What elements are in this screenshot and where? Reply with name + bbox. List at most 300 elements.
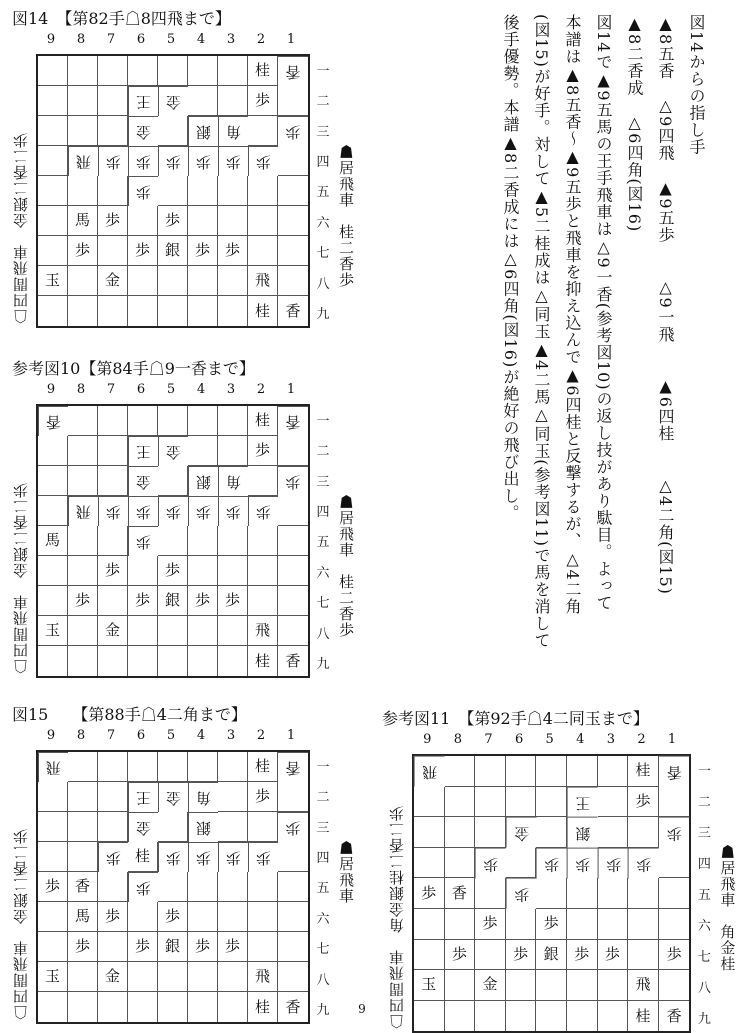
- board-square: [68, 56, 98, 86]
- board-square: 桂: [628, 756, 659, 787]
- board-square: [158, 646, 188, 676]
- board-square: [38, 932, 68, 962]
- file-labels: [36, 382, 306, 397]
- file-label: 7: [484, 732, 493, 747]
- board-square: 金: [475, 970, 506, 1001]
- board-square: [598, 909, 629, 940]
- board-square: [38, 296, 68, 326]
- file-label: 8: [76, 382, 86, 397]
- board-square: [68, 556, 98, 586]
- rank-label: 五: [316, 535, 330, 551]
- sente-hand: ☗居飛車 桂二香歩: [337, 144, 355, 288]
- board-square: [506, 756, 537, 787]
- board-square: 飛: [68, 496, 98, 526]
- rank-label: 九: [316, 657, 330, 673]
- board-square: [98, 812, 128, 842]
- board-square: [218, 962, 248, 992]
- board-square: 歩: [128, 176, 158, 206]
- board-square: [218, 266, 248, 296]
- rank-label: 六: [316, 565, 330, 581]
- board-square: [248, 902, 278, 932]
- board-square: [278, 86, 308, 116]
- board-square: [158, 406, 188, 436]
- board-square: [598, 787, 629, 818]
- board-square: [475, 817, 506, 848]
- board-square: [598, 756, 629, 787]
- board-square: 歩: [68, 586, 98, 616]
- file-label: 3: [606, 732, 615, 747]
- board-square: [248, 236, 278, 266]
- board-square: [506, 970, 537, 1001]
- board-square: 角: [218, 116, 248, 146]
- rank-label: 九: [316, 1003, 330, 1019]
- rank-labels: [314, 404, 332, 678]
- board-square: [248, 116, 278, 146]
- board-square: 金: [158, 436, 188, 466]
- board-square: [38, 116, 68, 146]
- board-square: [128, 296, 158, 326]
- commentary: [495, 14, 712, 714]
- board-square: [98, 586, 128, 616]
- board-square: 歩: [475, 909, 506, 940]
- file-label: 3: [226, 382, 236, 397]
- board-square: [567, 878, 598, 909]
- board-square: [68, 962, 98, 992]
- board-square: 歩: [598, 848, 629, 879]
- board-square: 歩: [68, 932, 98, 962]
- file-label: 5: [166, 728, 176, 743]
- board-square: [98, 236, 128, 266]
- board-square: 歩: [98, 556, 128, 586]
- board-square: [68, 812, 98, 842]
- board-square: 歩: [248, 146, 278, 176]
- board-square: [128, 646, 158, 676]
- board-square: [158, 872, 188, 902]
- board-square: 香: [278, 56, 308, 86]
- board-square: [68, 646, 98, 676]
- board-square: 歩: [188, 236, 218, 266]
- board-square: [659, 787, 690, 818]
- board-square: [248, 206, 278, 236]
- board-square: 歩: [98, 902, 128, 932]
- board-square: [188, 902, 218, 932]
- board-square: [158, 266, 188, 296]
- board-square: 香: [666, 1006, 682, 1025]
- board-square: [38, 782, 68, 812]
- board-square: 歩: [218, 146, 248, 176]
- board-square: [278, 146, 308, 176]
- board-square: [128, 902, 158, 932]
- rank-label: 三: [316, 820, 330, 836]
- rank-label: 一: [316, 63, 330, 79]
- board-square: [158, 812, 188, 842]
- board-square: [188, 86, 218, 116]
- board-square: [414, 909, 445, 940]
- board-square: [68, 86, 98, 116]
- board-square: [68, 526, 98, 556]
- board-square: [38, 586, 68, 616]
- board-square: [38, 146, 68, 176]
- rank-label: 三: [316, 124, 330, 140]
- gote-hand: ☖四間飛車 金銀二香二歩: [12, 482, 30, 674]
- board-square: 金: [158, 782, 188, 812]
- board-square: [188, 206, 218, 236]
- shogi-board: [36, 750, 310, 1024]
- board-square: 歩: [68, 236, 98, 266]
- board-square: [68, 616, 98, 646]
- board-square: 香: [68, 872, 98, 902]
- rank-label: 六: [316, 911, 330, 927]
- board-square: 飛: [248, 962, 278, 992]
- board-square: [38, 86, 68, 116]
- board-square: [278, 872, 308, 902]
- board-square: [278, 586, 308, 616]
- rank-labels: [314, 54, 332, 328]
- board-square: 歩: [536, 848, 567, 879]
- gote-hand: ☖四間飛車 金銀二香二歩: [12, 132, 30, 324]
- board-square: [158, 116, 188, 146]
- board-square: 銀: [158, 932, 188, 962]
- board-square: [158, 616, 188, 646]
- board-square: [628, 817, 659, 848]
- board-square: [68, 436, 98, 466]
- board-square: [248, 872, 278, 902]
- board-square: [278, 616, 308, 646]
- board-square: 歩: [218, 236, 248, 266]
- file-label: 5: [166, 382, 176, 397]
- board-square: [278, 932, 308, 962]
- board-square: [248, 932, 278, 962]
- rank-labels: [695, 754, 713, 1033]
- diagram-title: 図14 【第82手☖8四飛まで】: [12, 9, 231, 28]
- board-square: [536, 787, 567, 818]
- commentary-line: ▲8五香 △9四飛 ▲9五歩 △9一飛 ▲6四桂 △4二角(図15): [656, 14, 675, 595]
- file-label: 4: [196, 382, 206, 397]
- board-square: 歩: [506, 940, 537, 971]
- board-square: 桂: [128, 842, 158, 872]
- board-square: [475, 756, 506, 787]
- board-square: [598, 817, 629, 848]
- rank-label: 七: [316, 942, 330, 958]
- board-square: 王: [128, 436, 158, 466]
- board-square: [248, 466, 278, 496]
- board-square: 香: [38, 406, 68, 436]
- file-label: 1: [286, 728, 296, 743]
- board-square: [98, 782, 128, 812]
- board-square: [278, 206, 308, 236]
- board-square: 歩: [218, 496, 248, 526]
- board-square: [659, 878, 690, 909]
- board-square: [188, 56, 218, 86]
- board-square: [38, 496, 68, 526]
- board-square: 歩: [98, 496, 128, 526]
- board-square: 歩: [188, 842, 218, 872]
- board-square: [506, 909, 537, 940]
- rank-label: 二: [316, 94, 330, 110]
- board-square: [536, 970, 567, 1001]
- file-label: 4: [196, 728, 206, 743]
- board-square: [128, 406, 158, 436]
- board-square: [38, 436, 68, 466]
- board-square: [68, 266, 98, 296]
- board-square: [98, 646, 128, 676]
- board-square: [98, 56, 128, 86]
- gote-hand: ☖四間飛車 角金銀桂二香二歩: [388, 805, 406, 1030]
- commentary-line: ▲8二香成 △6四角(図16): [625, 14, 644, 233]
- board-square: [98, 526, 128, 556]
- board-square: [248, 176, 278, 206]
- board-square: [68, 296, 98, 326]
- file-label: 9: [423, 732, 432, 747]
- board-square: [98, 86, 128, 116]
- board-square: [218, 406, 248, 436]
- board-square: [506, 787, 537, 818]
- rank-label: 五: [316, 185, 330, 201]
- rank-label: 四: [316, 851, 330, 867]
- rank-label: 六: [697, 919, 711, 935]
- board-square: [98, 752, 128, 782]
- board-square: 香: [278, 406, 308, 436]
- board-square: [506, 848, 537, 879]
- board-square: 歩: [248, 496, 278, 526]
- board-square: [598, 878, 629, 909]
- file-labels: [412, 732, 687, 747]
- board-square: [188, 436, 218, 466]
- board-square: [68, 406, 98, 436]
- file-label: 7: [106, 32, 116, 47]
- rank-label: 七: [316, 246, 330, 262]
- board-square: [98, 932, 128, 962]
- rank-label: 八: [316, 972, 330, 988]
- board-square: 飛: [248, 616, 278, 646]
- board-square: 王: [128, 782, 158, 812]
- board-square: [158, 752, 188, 782]
- board-square: [188, 176, 218, 206]
- board-square: [68, 176, 98, 206]
- board-square: [38, 206, 68, 236]
- board-square: [278, 266, 308, 296]
- board-square: 歩: [38, 872, 68, 902]
- board-square: 桂: [248, 752, 278, 782]
- board-square: 桂: [248, 992, 278, 1022]
- board-square: 金: [506, 817, 537, 848]
- board-square: [158, 466, 188, 496]
- board-square: [218, 872, 248, 902]
- board-square: [218, 86, 248, 116]
- rank-label: 二: [316, 444, 330, 460]
- board-square: 香: [285, 651, 301, 670]
- board-square: 歩: [278, 466, 308, 496]
- rank-label: 三: [316, 474, 330, 490]
- board-square: [68, 752, 98, 782]
- commentary-line: 図14からの指し手: [687, 14, 706, 156]
- board-square: [414, 940, 445, 971]
- commentary-line: (図15)が好手。対して▲5二桂成は△同玉▲4二馬△同玉(参考図11)で馬を消して: [532, 14, 551, 650]
- file-label: 7: [106, 382, 116, 397]
- file-label: 2: [256, 728, 266, 743]
- file-label: 2: [637, 732, 646, 747]
- rank-label: 五: [697, 888, 711, 904]
- commentary-line: 本譜は▲8五香～▲9五歩と飛車を抑え込んで▲6四桂と反撃するが、△4二角: [563, 14, 582, 615]
- board-square: [158, 176, 188, 206]
- board-square: [414, 848, 445, 879]
- board-square: [445, 787, 476, 818]
- rank-label: 一: [316, 413, 330, 429]
- file-label: 5: [545, 732, 554, 747]
- board-square: 銀: [188, 812, 218, 842]
- board-square: 歩: [188, 586, 218, 616]
- file-label: 1: [286, 32, 296, 47]
- board-square: 玉: [38, 962, 68, 992]
- board-square: [188, 962, 218, 992]
- board-square: [38, 646, 68, 676]
- board-square: 歩: [218, 586, 248, 616]
- board-square: [188, 526, 218, 556]
- board-square: 銀: [188, 116, 218, 146]
- file-labels: [36, 32, 306, 47]
- board-square: [128, 206, 158, 236]
- board-square: [68, 782, 98, 812]
- board-square: 銀: [158, 586, 188, 616]
- board-square: 歩: [414, 878, 445, 909]
- board-square: 金: [128, 812, 158, 842]
- board-square: [98, 466, 128, 496]
- board-square: 歩: [128, 586, 158, 616]
- board-square: [278, 902, 308, 932]
- file-label: 7: [106, 728, 116, 743]
- board-square: [567, 756, 598, 787]
- file-label: 3: [226, 32, 236, 47]
- diagram-title: 図15 【第88手☖4二角まで】: [12, 705, 247, 724]
- board-square: 歩: [598, 940, 629, 971]
- board-square: [218, 206, 248, 236]
- board-square: 歩: [218, 842, 248, 872]
- rank-label: 七: [316, 596, 330, 612]
- board-square: [628, 878, 659, 909]
- file-label: 5: [166, 32, 176, 47]
- board-square: [218, 56, 248, 86]
- board-square: [188, 752, 218, 782]
- board-square: [98, 406, 128, 436]
- board-square: [278, 842, 308, 872]
- board-square: [628, 940, 659, 971]
- rank-label: 九: [316, 307, 330, 323]
- board-square: [188, 406, 218, 436]
- board-square: [128, 752, 158, 782]
- board-square: 香: [285, 997, 301, 1016]
- board-square: [536, 756, 567, 787]
- board-square: 歩: [536, 909, 567, 940]
- file-label: 6: [514, 732, 524, 747]
- board-square: [659, 909, 690, 940]
- board-square: 歩: [158, 146, 188, 176]
- board-square: 歩: [248, 782, 278, 812]
- board-square: 桂: [248, 56, 278, 86]
- board-square: 香: [278, 752, 308, 782]
- rank-label: 二: [316, 790, 330, 806]
- rank-label: 四: [697, 857, 711, 873]
- board-square: 馬: [38, 526, 68, 556]
- rank-label: 四: [316, 505, 330, 521]
- board-square: 歩: [248, 436, 278, 466]
- board-square: [598, 970, 629, 1001]
- board-square: [218, 902, 248, 932]
- rank-label: 八: [316, 626, 330, 642]
- board-square: 飛: [628, 970, 659, 1001]
- board-square: 玉: [38, 616, 68, 646]
- board-square: 桂: [248, 406, 278, 436]
- board-square: 銀: [158, 236, 188, 266]
- board-square: [536, 878, 567, 909]
- board-square: 角: [218, 466, 248, 496]
- board-square: 金: [98, 266, 128, 296]
- board-square: [567, 909, 598, 940]
- board-square: [38, 842, 68, 872]
- file-label: 2: [256, 382, 266, 397]
- shogi-board: [36, 54, 310, 328]
- board-square: [278, 556, 308, 586]
- board-square: [218, 556, 248, 586]
- board-square: [188, 556, 218, 586]
- board-square: [278, 962, 308, 992]
- board-square: 香: [445, 878, 476, 909]
- file-label: 6: [136, 728, 146, 743]
- board-square: [218, 526, 248, 556]
- board-square: 銀: [536, 940, 567, 971]
- board-square: [98, 296, 128, 326]
- board-square: 歩: [567, 848, 598, 879]
- board-square: [38, 466, 68, 496]
- board-square: [38, 236, 68, 266]
- file-label: 8: [453, 732, 463, 747]
- page-number: 9: [358, 1002, 366, 1016]
- file-label: 3: [226, 728, 236, 743]
- board-square: 桂: [248, 646, 278, 676]
- board-square: 歩: [248, 842, 278, 872]
- board-square: 桂: [248, 296, 278, 326]
- file-label: 8: [76, 728, 86, 743]
- board-square: 香: [285, 301, 301, 320]
- shogi-board: [412, 754, 691, 1033]
- board-square: 歩: [188, 496, 218, 526]
- diagram-title: 参考図11 【第92手☖4二同玉まで】: [382, 709, 649, 728]
- board-square: [248, 526, 278, 556]
- board-square: [659, 970, 690, 1001]
- board-square: [445, 909, 476, 940]
- board-square: [218, 752, 248, 782]
- board-square: 歩: [158, 206, 188, 236]
- rank-labels: [314, 750, 332, 1024]
- rank-label: 一: [697, 764, 711, 780]
- board-square: [158, 962, 188, 992]
- board-square: [475, 878, 506, 909]
- rank-label: 八: [697, 981, 711, 997]
- board-square: [38, 176, 68, 206]
- board-square: [218, 176, 248, 206]
- board-square: [38, 556, 68, 586]
- board-square: [188, 872, 218, 902]
- board-square: 歩: [98, 842, 128, 872]
- board-square: [248, 812, 278, 842]
- board-square: [98, 176, 128, 206]
- board-square: [188, 266, 218, 296]
- file-label: 8: [76, 32, 86, 47]
- board-square: 桂: [628, 1001, 659, 1032]
- board-square: [445, 756, 476, 787]
- commentary-line: 後手優勢。本譜▲8二香成には△6四角(図16)が絶好の飛び出し。: [501, 14, 520, 522]
- board-square: [128, 266, 158, 296]
- board-square: [188, 296, 218, 326]
